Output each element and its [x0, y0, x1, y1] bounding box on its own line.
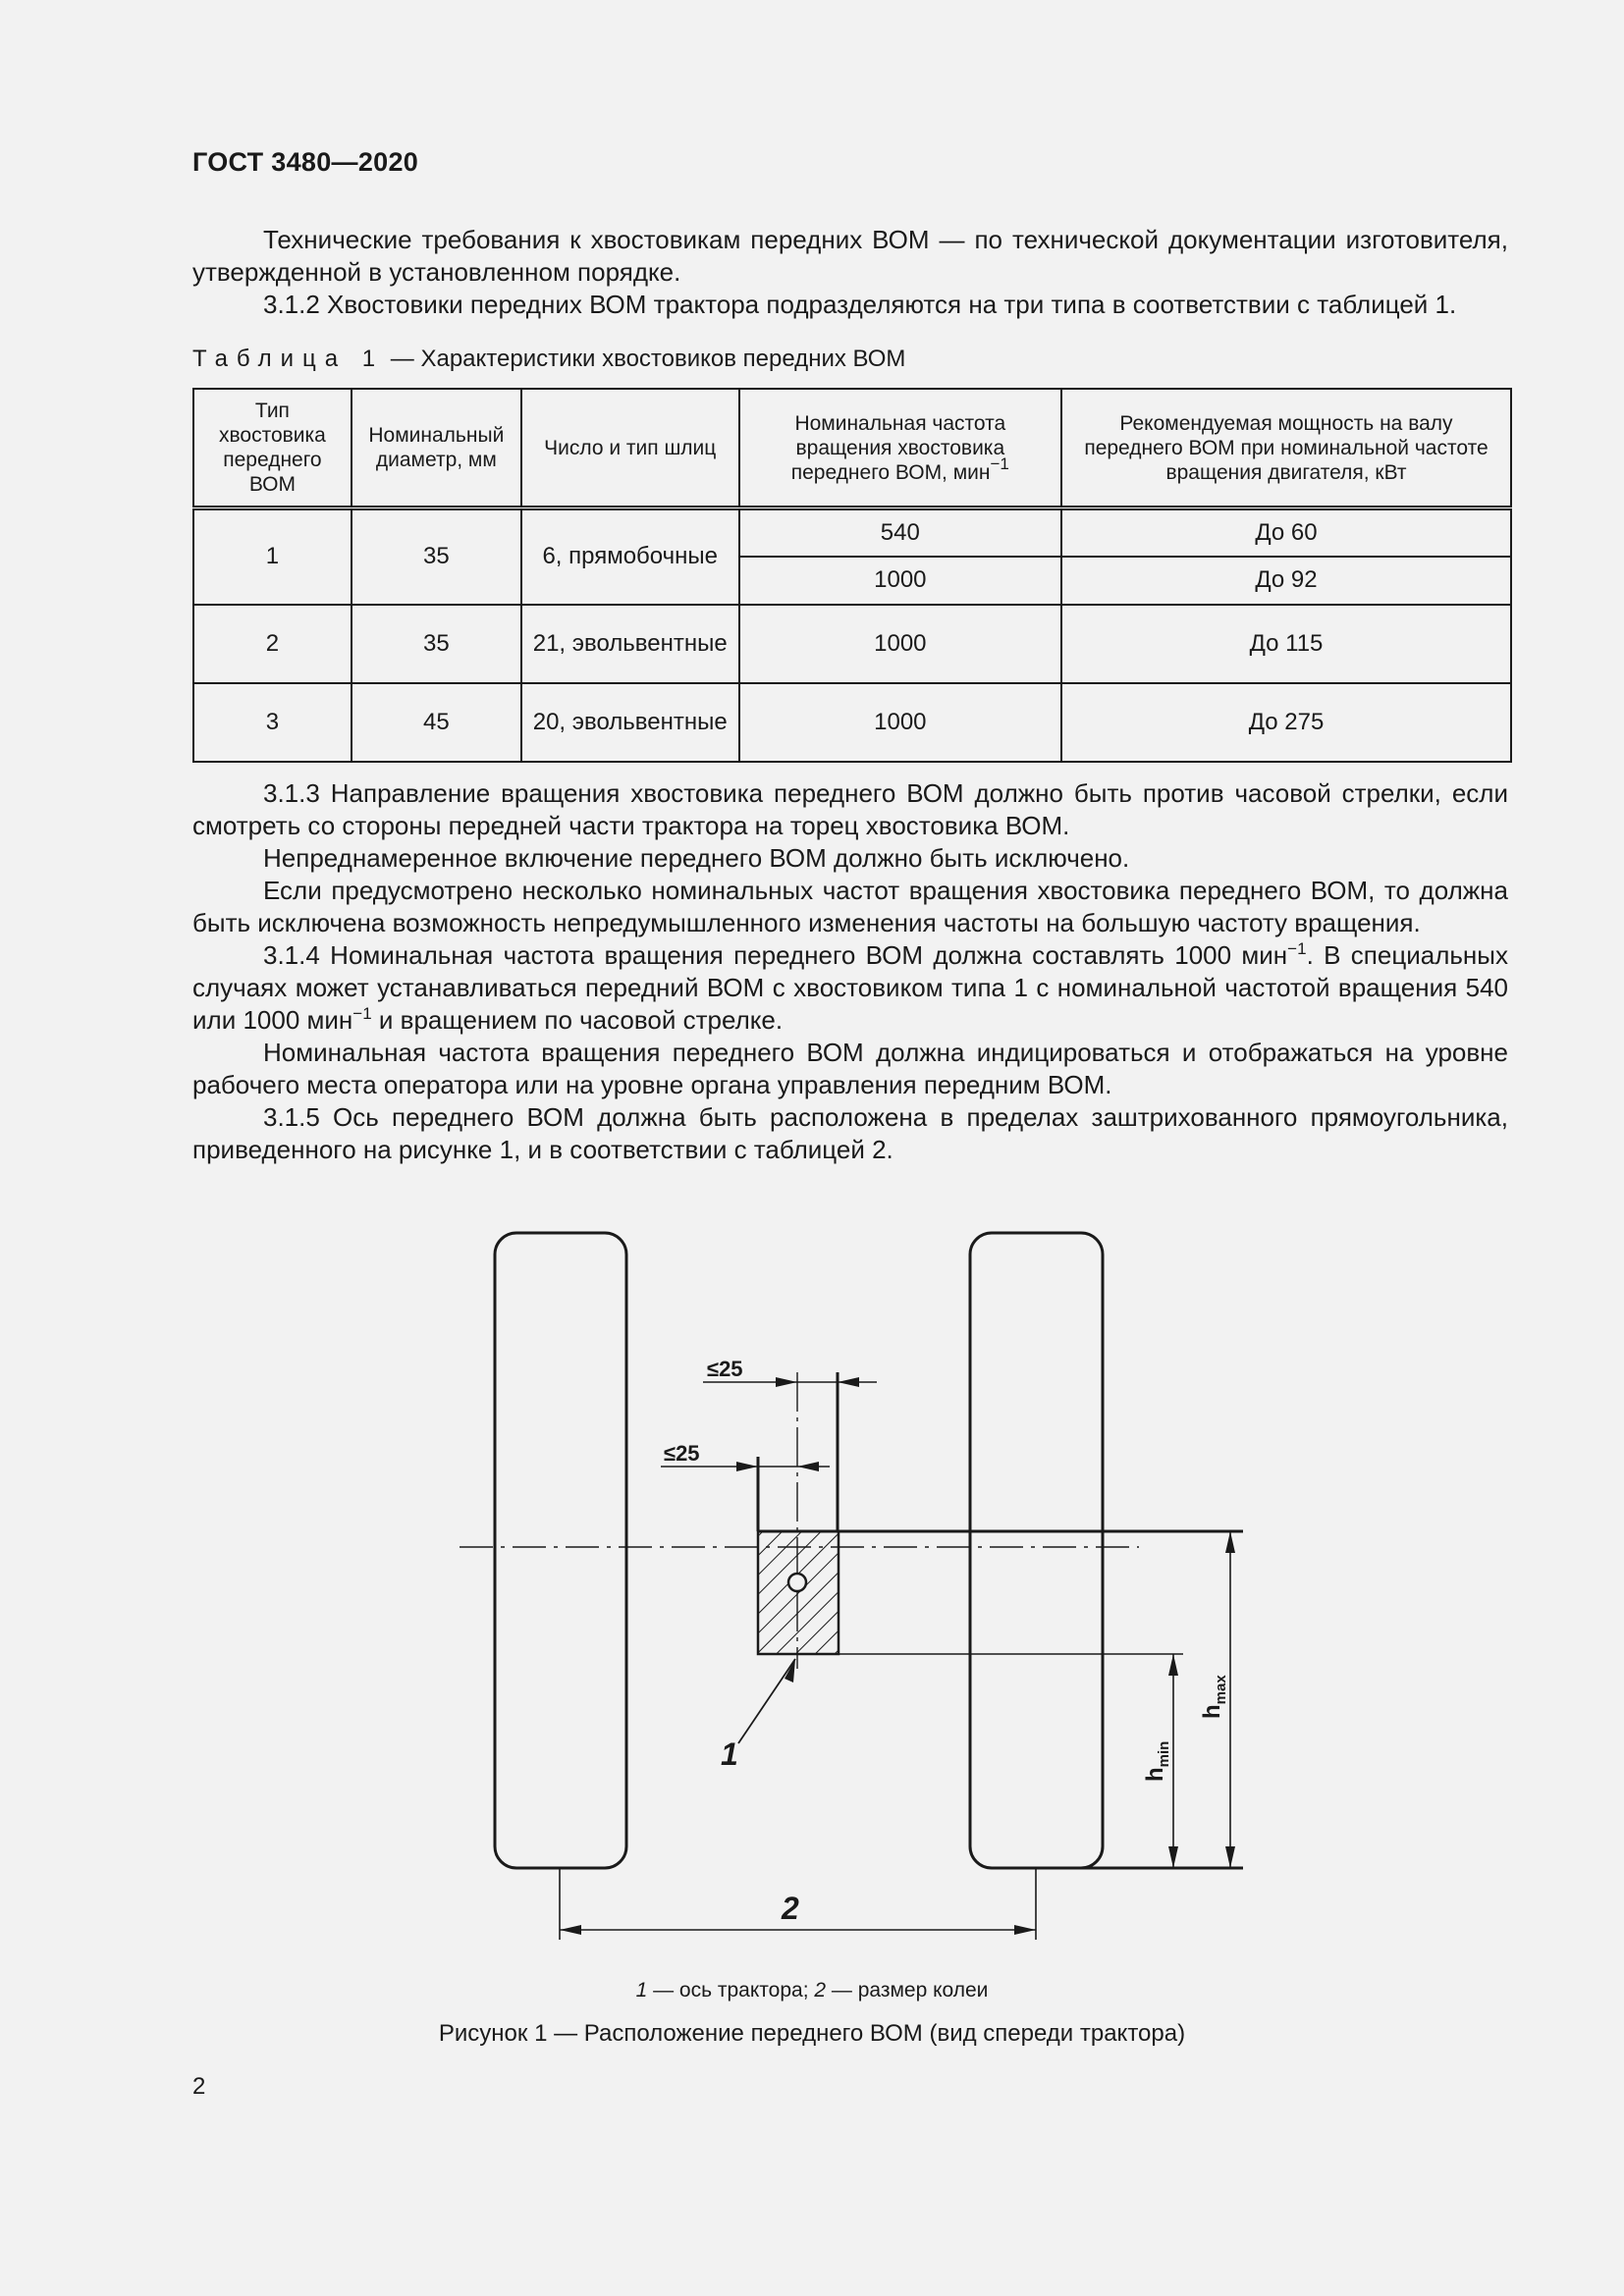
cell-speed: 1000 [739, 557, 1061, 605]
table-caption-title: — Характеристики хвостовиков передних ВОМ [390, 346, 906, 372]
header-speed-sup: −1 [990, 454, 1009, 473]
paragraph: 3.1.2 Хвостовики передних ВОМ трактора подразделяются на три типа в соответствии с таблицей 1. [263, 290, 1457, 319]
arrowhead [785, 1659, 795, 1682]
cell-splines: 21, эвольвентные [521, 605, 739, 683]
cell-diameter: 35 [352, 508, 521, 605]
table-caption-label: Таблица 1 [192, 346, 385, 372]
left-wheel [495, 1233, 626, 1868]
dimension-label-top: ≤25 [707, 1357, 743, 1381]
paragraph: 3.1.3 Направление вращения хвостовика переднего ВОМ должно быть против часовой стрелки, если смотреть со стороны передней части трактора на торец хвостовика ВОМ. [192, 778, 1508, 840]
label-h-min-sub: min [1156, 1740, 1172, 1768]
header-speed-text: Номинальная частота вращения хвостовика переднего ВОМ, мин [790, 411, 1006, 484]
arrowhead [797, 1462, 819, 1471]
header-diameter: Номинальный диаметр, мм [352, 389, 521, 508]
permitted-zone [758, 1531, 839, 1654]
cell-type: 3 [193, 683, 352, 762]
arrowhead [1225, 1531, 1235, 1553]
cell-type: 2 [193, 605, 352, 683]
label-track-width: 2 [782, 1891, 799, 1926]
figure-caption: Рисунок 1 — Расположение переднего ВОМ (вид спереди трактора) [438, 2020, 1186, 2047]
cell-power: До 92 [1061, 557, 1511, 605]
cell-diameter: 45 [352, 683, 521, 762]
label-tractor-axis: 1 [721, 1736, 738, 1772]
text-run: и вращением по часовой стрелке. [371, 1005, 784, 1035]
arrowhead [1168, 1654, 1178, 1676]
arrowhead [1014, 1925, 1036, 1935]
cell-speed: 1000 [739, 683, 1061, 762]
header-type: Тип хвостовика переднего ВОМ [193, 389, 352, 508]
right-wheel [970, 1233, 1103, 1868]
leader-line [738, 1659, 795, 1743]
label-h-min [1142, 1741, 1172, 1782]
legend-text: — ось трактора; [647, 1979, 815, 2002]
arrowhead [1168, 1846, 1178, 1868]
label-h-max [1199, 1675, 1229, 1719]
cell-speed: 540 [739, 508, 1061, 557]
figure-legend [0, 1979, 1624, 2002]
arrowhead [1225, 1846, 1235, 1868]
header-power: Рекомендуемая мощность на валу переднего ВОМ при номинальной частоте вращения двигателя, кВт [1061, 389, 1511, 508]
cell-diameter: 35 [352, 605, 521, 683]
arrowhead [560, 1925, 581, 1935]
cell-splines: 20, эвольвентные [521, 683, 739, 762]
dimension-label-mid: ≤25 [664, 1441, 700, 1466]
label-h-max-main: h [1199, 1704, 1225, 1719]
text-run: 3.1.4 Номинальная частота вращения переднего ВОМ должна составлять 1000 мин [263, 940, 1288, 970]
paragraph: Технические требования к хвостовикам передних ВОМ — по технической документации изготовителя, утвержденной в установленном порядке. [192, 225, 1508, 287]
arrowhead [776, 1377, 797, 1387]
legend-text: — размер колеи [826, 1979, 989, 2002]
paragraph: Непреднамеренное включение переднего ВОМ должно быть исключено. [263, 843, 1130, 873]
label-h-max-sub: max [1213, 1675, 1229, 1705]
text-run: . В специальных случаях может устанавливаться передний ВОМ с хвостовиком типа 1 с номинальной частотой вращения 540 или 1000 мин [192, 940, 1508, 1035]
cell-splines: 6, прямобочные [521, 508, 739, 605]
cell-speed: 1000 [739, 605, 1061, 683]
superscript: −1 [1287, 939, 1307, 958]
superscript: −1 [352, 1004, 372, 1023]
cell-type: 1 [193, 508, 352, 605]
arrowhead [736, 1462, 758, 1471]
document-code: ГОСТ 3480—2020 [192, 147, 419, 177]
header-splines: Число и тип шлиц [521, 389, 739, 508]
legend-number: 2 [814, 1979, 827, 2002]
cell-power: До 275 [1061, 683, 1511, 762]
pto-axis-mark [788, 1574, 806, 1591]
paragraph: Если предусмотрено несколько номинальных частот вращения хвостовика переднего ВОМ, то должна быть исключена возможность непредумышленного изменения частоты на большую частоту вращения. [192, 876, 1508, 937]
arrowhead [838, 1377, 859, 1387]
page-number: 2 [192, 2073, 206, 2100]
label-h-min-main: h [1142, 1767, 1168, 1782]
paragraph: Номинальная частота вращения переднего ВОМ должна индицироваться и отображаться на уровне рабочего места оператора или на уровне органа управления передним ВОМ. [192, 1038, 1508, 1099]
paragraph: 3.1.5 Ось переднего ВОМ должна быть расположена в пределах заштрихованного прямоугольника, приведенного на рисунке 1, и в соответствии с таблицей 2. [192, 1102, 1508, 1164]
legend-number: 1 [635, 1979, 648, 2002]
cell-power: До 115 [1061, 605, 1511, 683]
cell-power: До 60 [1061, 508, 1511, 557]
